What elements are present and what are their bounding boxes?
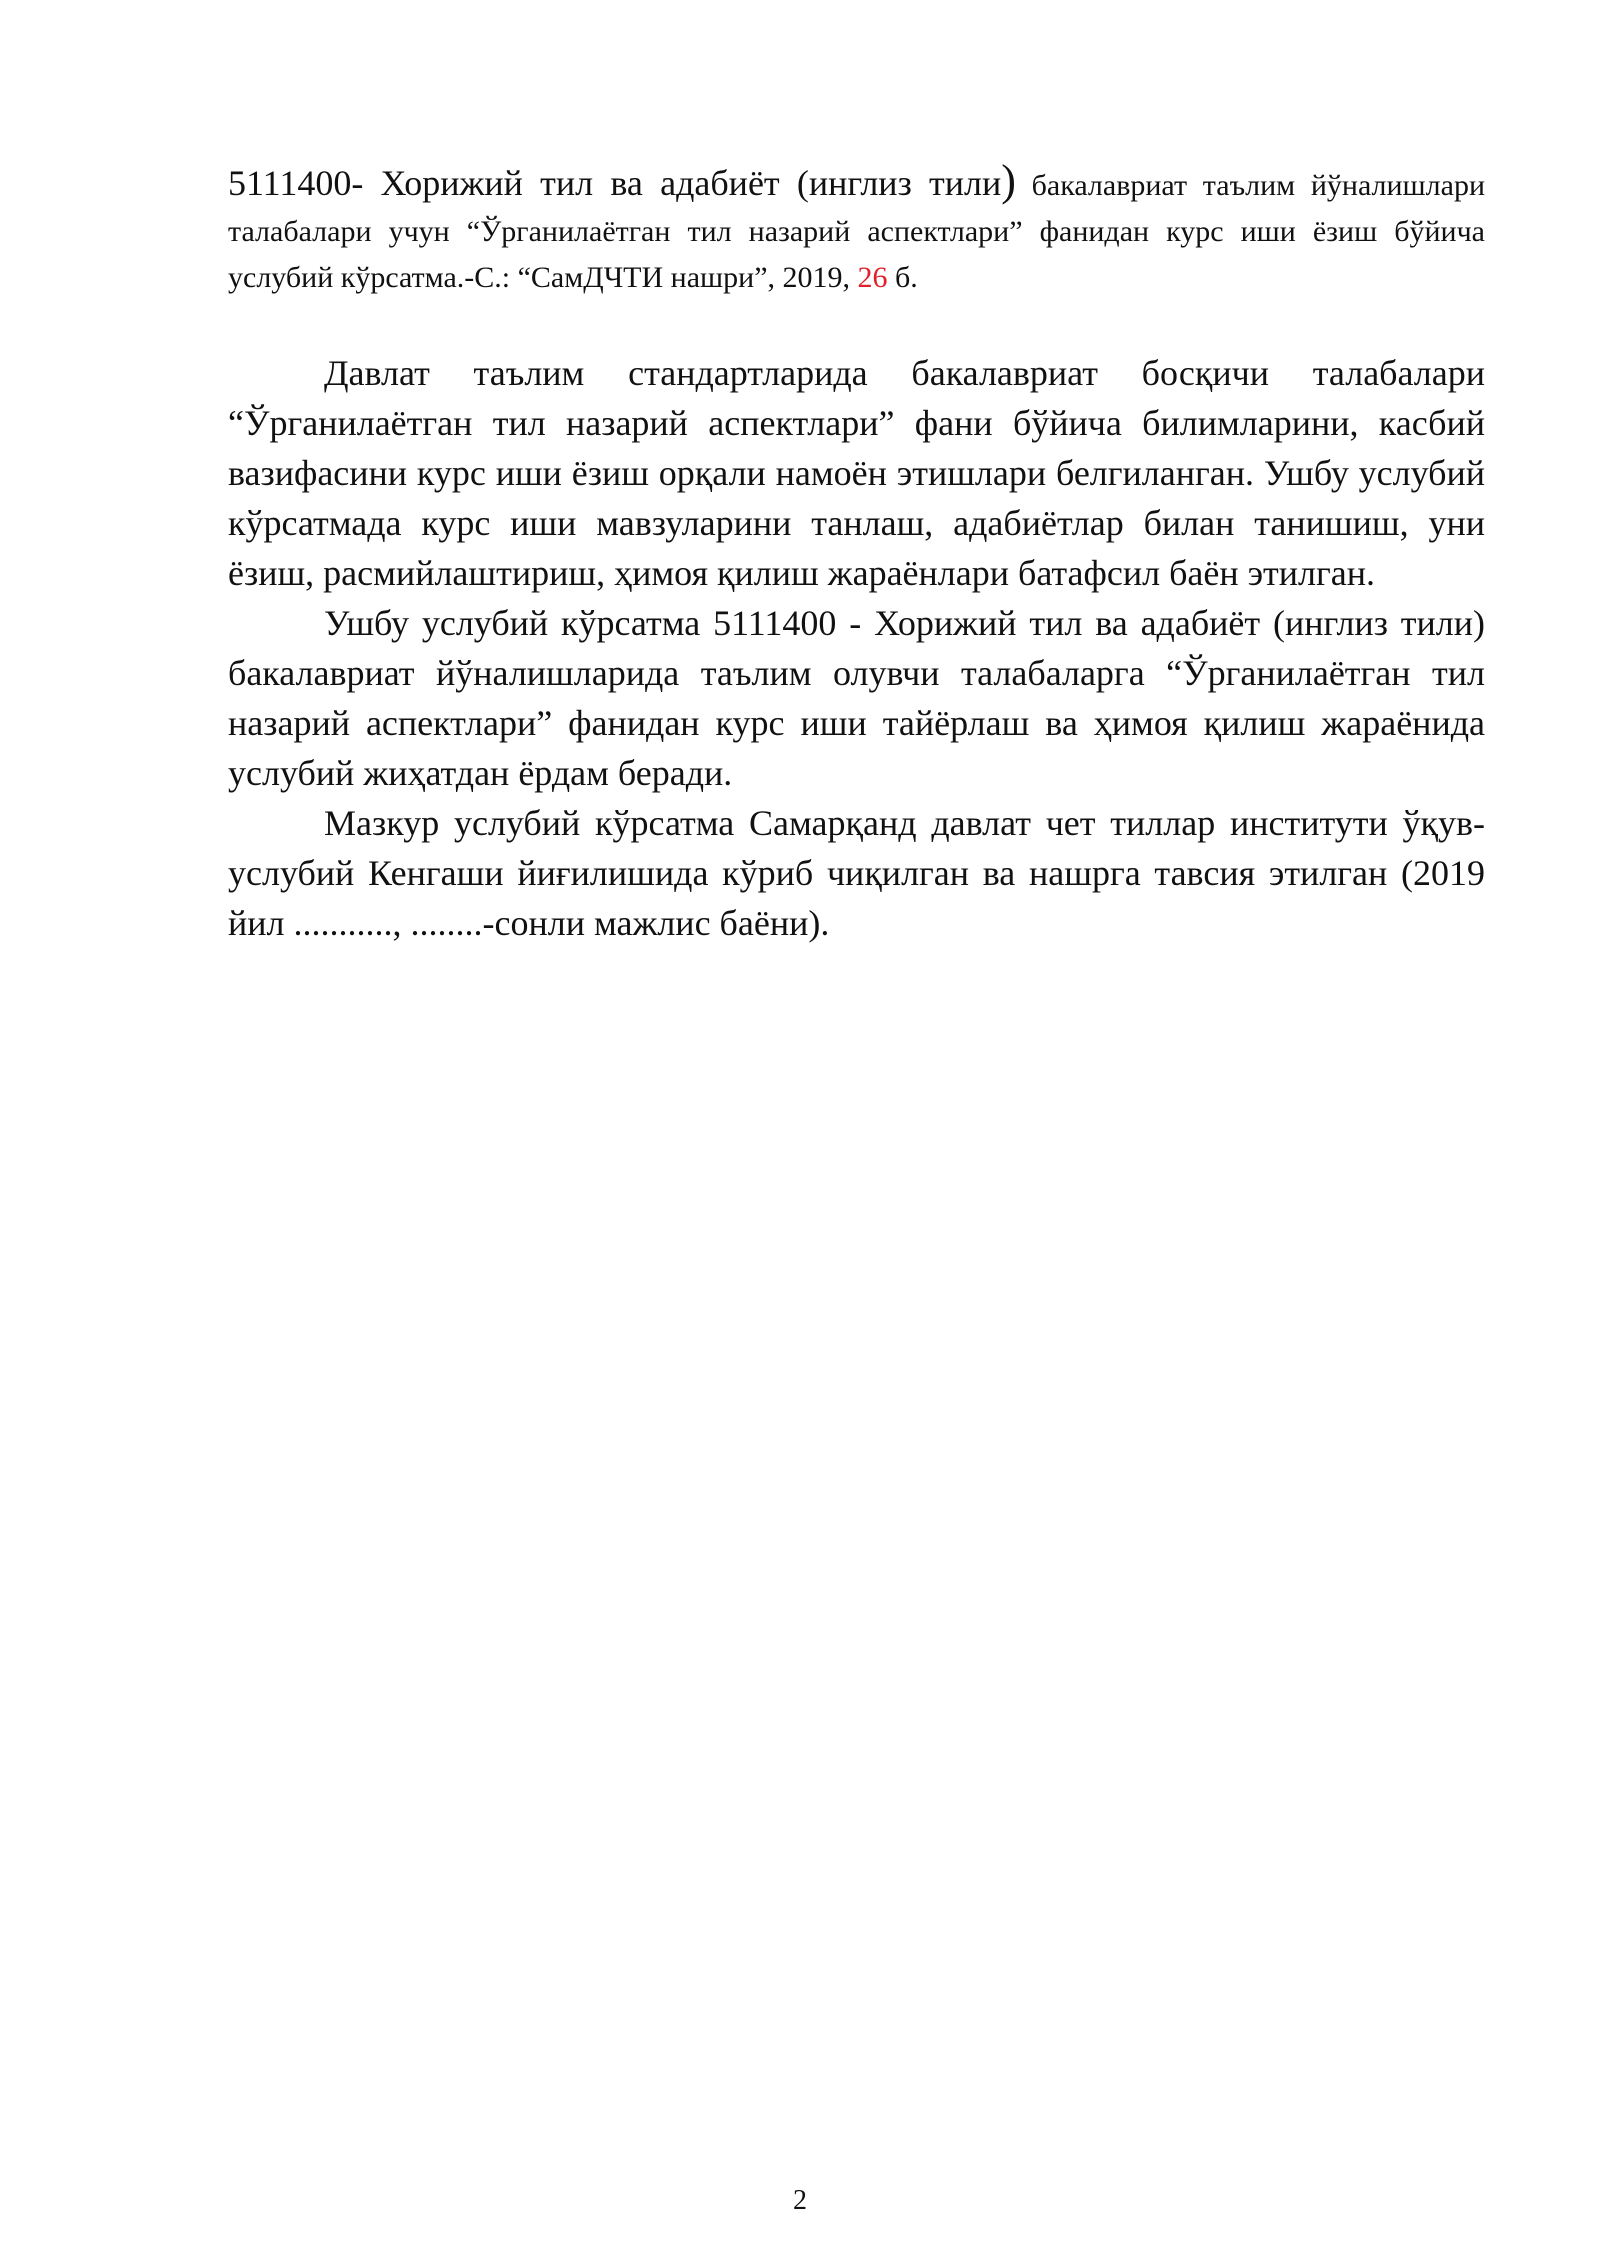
citation-body: бакалавриат таълим йўналишлари талабалари учун “Ўрганилаётган тил назарий аспектлари” фанидан курс иши ёзиш бўйича услубий кўрсатма.-С.: “СамДЧТИ нашри”, 2019, xyxy=(228,169,1485,294)
citation-page-suffix: б. xyxy=(887,261,918,294)
citation-page-count: 26 xyxy=(857,261,888,294)
citation-lead: 5111400- Хорижий тил ва адабиёт (инглиз тили xyxy=(228,163,1002,203)
abstract-paragraph-2: Ушбу услубий кўрсатма 5111400 - Хорижий тил ва адабиёт (инглиз тили) бакалавриат йўналишларида таълим олувчи талабаларга “Ўрганилаётган тил назарий аспектлари” фанидан курс иши тайёрлаш ва ҳимоя қилиш жараёнида услубий жиҳатдан ёрдам беради. xyxy=(228,603,1485,793)
bibliographic-citation xyxy=(228,158,1485,301)
citation-close-paren: ) xyxy=(1001,156,1016,205)
abstract-paragraph-3: Мазкур услубий кўрсатма Самарқанд давлат чет тиллар институти ўқув-услубий Кенгаши йиғилишида кўриб чиқилган ва нашрга тавсия этилган (2019 йил ..........., ........-сонли мажлис баёни). xyxy=(228,803,1485,943)
abstract xyxy=(228,348,1485,948)
page-number: 2 xyxy=(793,2185,807,2216)
abstract-paragraph-1: Давлат таълим стандартларида бакалавриат босқичи талабалари “Ўрганилаётган тил назарий аспектлари” фани бўйича билимларини, касбий вазифасини курс иши ёзиш орқали намоён этишлари белгиланган. Ушбу услубий кўрсатмада курс иши мавзуларини танлаш, адабиётлар билан танишиш, уни ёзиш, расмийлаштириш, ҳимоя қилиш жараёнлари батафсил баён этилган. xyxy=(228,353,1485,593)
